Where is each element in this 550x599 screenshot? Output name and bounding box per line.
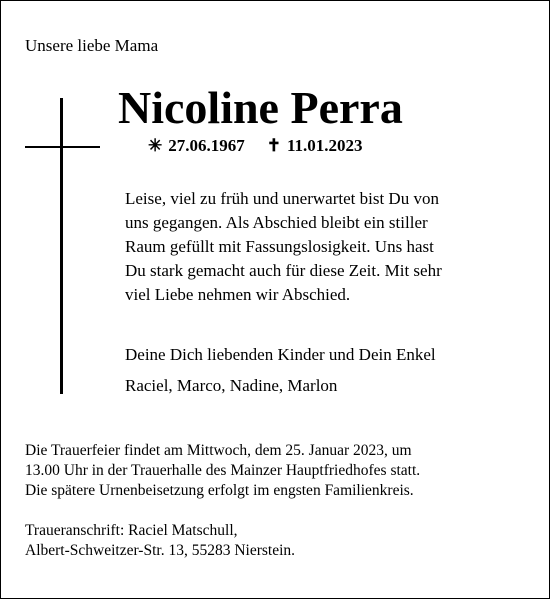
farewell-message — [125, 187, 535, 307]
address-line: Traueranschrift: Raciel Matschull, — [25, 522, 238, 539]
birth-date: 27.06.1967 — [168, 136, 245, 155]
address-line: Albert-Schweitzer-Str. 13, 55283 Nierstein. — [25, 542, 296, 559]
mourning-address — [25, 521, 295, 561]
intro-text: Unsere liebe Mama — [25, 36, 159, 55]
mourners-line: Deine Dich liebenden Kinder und Dein Enkel — [125, 345, 436, 364]
message-line: Du stark gemacht auch für diese Zeit. Mit sehr — [125, 261, 442, 280]
cross-vertical-bar — [60, 98, 63, 394]
death-date: 11.01.2023 — [287, 136, 363, 155]
message-line: Raum gefüllt mit Fassungslosigkeit. Uns hast — [125, 237, 434, 256]
death-cross-icon: ✝ — [266, 136, 281, 155]
message-line: viel Liebe nehmen wir Abschied. — [125, 285, 351, 304]
cross-horizontal-bar — [25, 146, 100, 148]
funeral-line: Die Trauerfeier findet am Mittwoch, dem 25. Januar 2023, um — [25, 442, 412, 459]
funeral-line: Die spätere Urnenbeisetzung erfolgt im engsten Familienkreis. — [25, 482, 414, 499]
message-line: uns gegangen. Als Abschied bleibt ein stiller — [125, 213, 428, 232]
birth-star-icon: ✳ — [148, 136, 163, 155]
deceased-name: Nicoline Perra — [118, 82, 403, 133]
funeral-line: 13.00 Uhr in der Trauerhalle des Mainzer Hauptfriedhofes statt. — [25, 462, 421, 479]
message-line: Leise, viel zu früh und unerwartet bist Du von — [125, 189, 439, 208]
funeral-details — [25, 441, 420, 501]
life-dates — [148, 135, 363, 157]
mourners-names: Raciel, Marco, Nadine, Marlon — [125, 376, 338, 395]
